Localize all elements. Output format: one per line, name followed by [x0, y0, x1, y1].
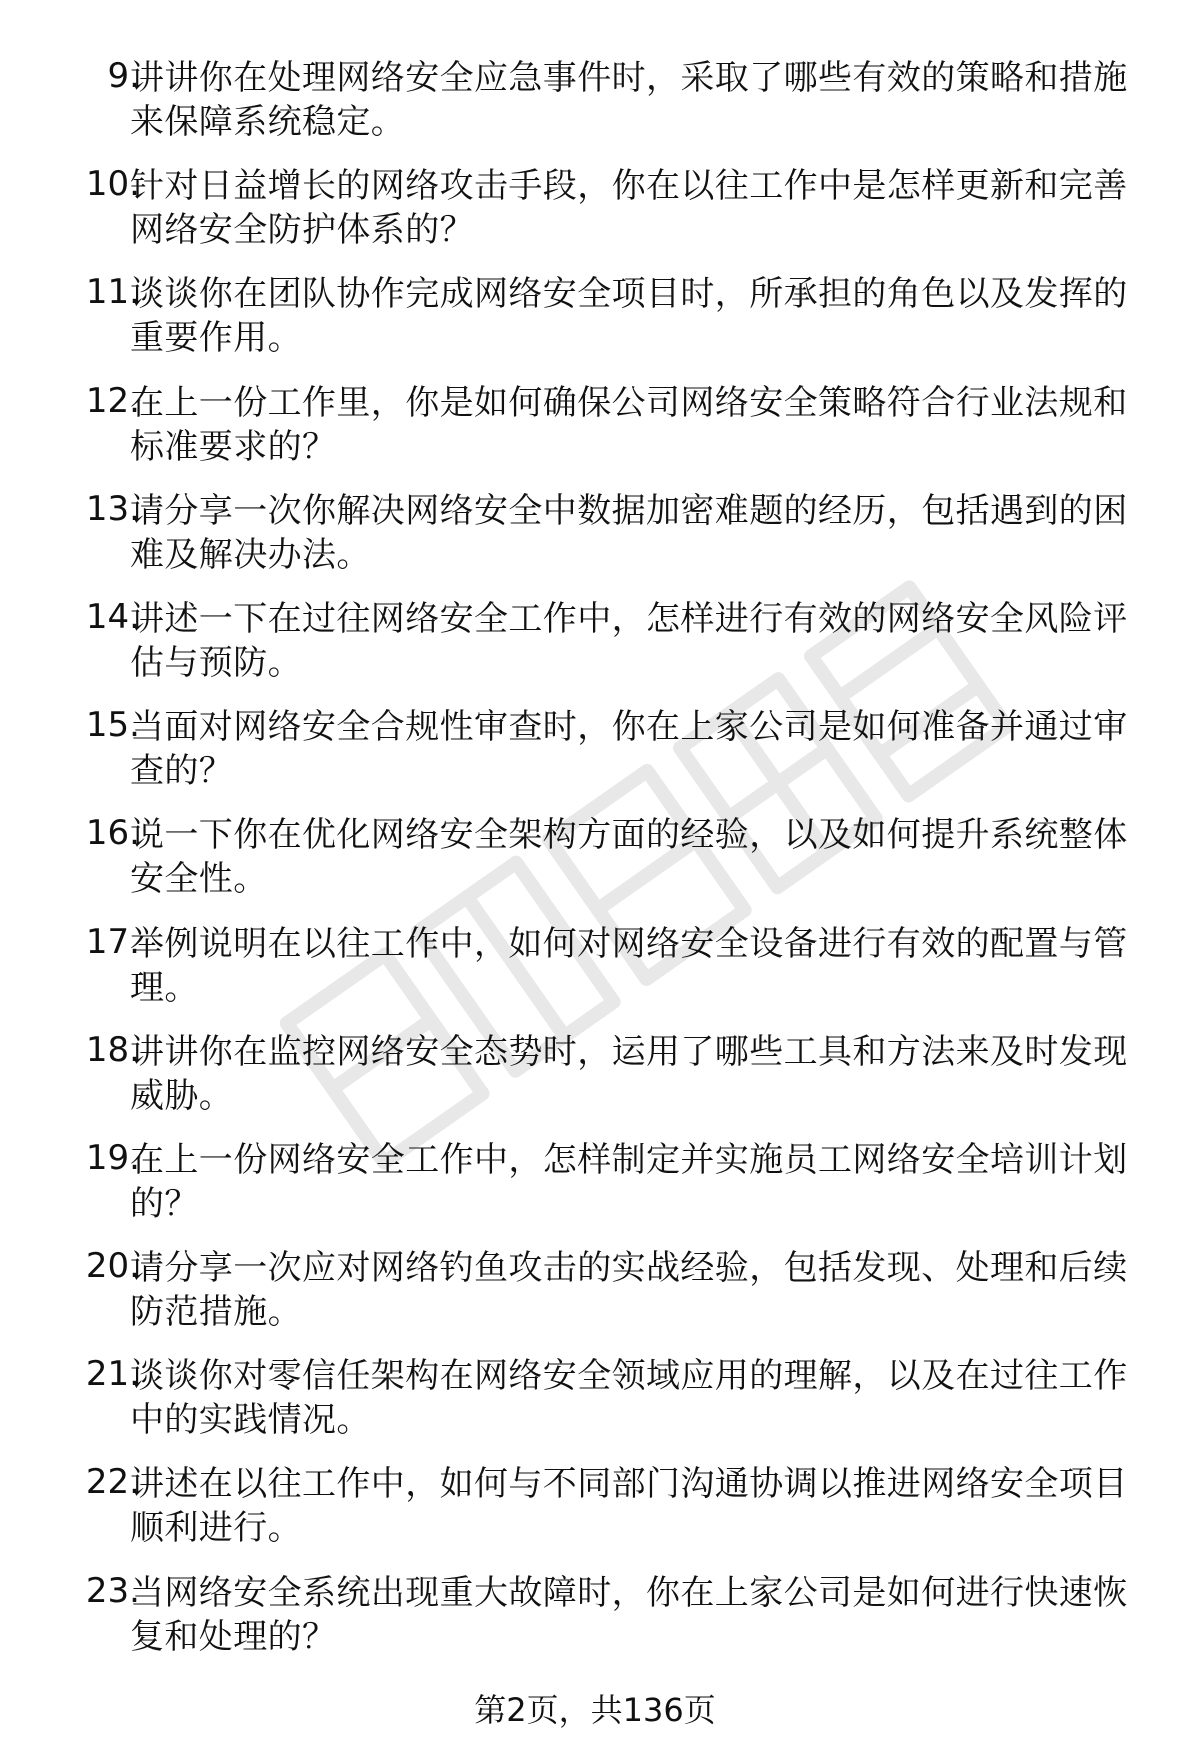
question-text: 请分享一次你解决网络安全中数据加密难题的经历，包括遇到的困难及解决办法。	[130, 490, 1128, 575]
question-number: 15.	[85, 705, 140, 746]
question-text: 讲述一下在过往网络安全工作中，怎样进行有效的网络安全风险评估与预防。	[130, 598, 1128, 683]
question-number: 13.	[85, 488, 140, 529]
question-list	[0, 48, 1190, 1671]
question-text: 当面对网络安全合规性审查时，你在上家公司是如何准备并通过审查的？	[130, 707, 1128, 792]
question-text: 请分享一次应对网络钓鱼攻击的实战经验，包括发现、处理和后续防范措施。	[130, 1248, 1128, 1333]
page-number-footer: 第2页，共136页	[474, 1691, 716, 1729]
question-number: 18.	[85, 1029, 140, 1070]
question-number: 10.	[85, 164, 140, 205]
question-text: 讲述在以往工作中，如何与不同部门沟通协调以推进网络安全项目顺利进行。	[130, 1464, 1128, 1549]
question-text: 针对日益增长的网络攻击手段，你在以往工作中是怎样更新和完善网络安全防护体系的？	[130, 166, 1128, 251]
question-number: 16.	[85, 813, 140, 854]
question-text: 谈谈你在团队协作完成网络安全项目时，所承担的角色以及发挥的重要作用。	[130, 274, 1128, 359]
question-text: 讲讲你在处理网络安全应急事件时，采取了哪些有效的策略和措施来保障系统稳定。	[130, 58, 1128, 142]
list-item	[0, 805, 1190, 913]
list-item	[0, 914, 1190, 1022]
list-item	[0, 264, 1190, 372]
question-number: 11.	[85, 272, 140, 313]
list-item	[0, 589, 1190, 697]
question-number: 21.	[85, 1354, 140, 1395]
question-text: 当网络安全系统出现重大故障时，你在上家公司是如何进行快速恢复和处理的？	[130, 1572, 1128, 1657]
list-item	[0, 156, 1190, 264]
question-number: 22.	[85, 1462, 140, 1503]
question-number: 9.	[107, 56, 140, 96]
question-text: 说一下你在优化网络安全架构方面的经验，以及如何提升系统整体安全性。	[130, 815, 1128, 900]
question-number: 12.	[85, 380, 140, 421]
question-text: 讲讲你在监控网络安全态势时，运用了哪些工具和方法来及时发现威胁。	[130, 1031, 1128, 1116]
list-item	[0, 1563, 1190, 1671]
list-item	[0, 1022, 1190, 1130]
question-number: 17.	[85, 921, 140, 962]
list-item	[0, 1346, 1190, 1454]
question-number: 20.	[85, 1246, 140, 1287]
list-item	[0, 481, 1190, 589]
list-item	[0, 373, 1190, 481]
list-item	[0, 1130, 1190, 1238]
question-number: 14.	[85, 596, 140, 637]
question-text: 谈谈你对零信任架构在网络安全领域应用的理解，以及在过往工作中的实践情况。	[130, 1356, 1128, 1441]
question-text: 在上一份网络安全工作中，怎样制定并实施员工网络安全培训计划的？	[130, 1139, 1128, 1224]
list-item	[0, 1454, 1190, 1562]
list-item	[0, 1238, 1190, 1346]
question-text: 举例说明在以往工作中，如何对网络安全设备进行有效的配置与管理。	[130, 923, 1128, 1008]
question-text: 在上一份工作里，你是如何确保公司网络安全策略符合行业法规和标准要求的？	[130, 382, 1128, 467]
list-item	[0, 48, 1190, 156]
question-number: 23.	[85, 1570, 140, 1611]
list-item	[0, 697, 1190, 805]
question-number: 19.	[85, 1137, 140, 1178]
